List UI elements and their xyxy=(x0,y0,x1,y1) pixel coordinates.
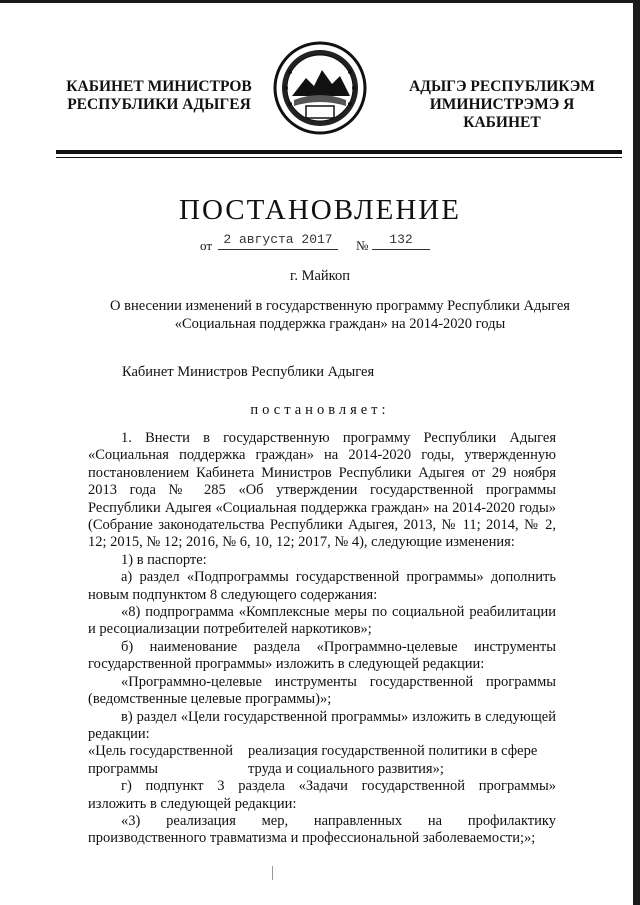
paragraph-9: «3) реализация мер, направленных на профилактику производственного травматизма и профессиональной заболеваемости;»; xyxy=(88,812,556,847)
document-body xyxy=(88,430,556,848)
date-prefix: от xyxy=(200,238,213,253)
subject-line2: «Социальная поддержка граждан» на 2014-2020 годы xyxy=(174,316,506,332)
city: г. Майкоп xyxy=(290,268,350,284)
number-sign: № xyxy=(356,238,369,253)
paragraph-6: «Программно-целевые инструменты государственной программы (ведомственные целевые программы)»; xyxy=(88,673,556,708)
paragraph-3: а) раздел «Подпрограммы государственной программы» дополнить новым подпунктом 8 следующего содержания: xyxy=(88,569,556,603)
goal-row-label: «Цель государственной программы xyxy=(88,743,233,777)
header-rule-thick xyxy=(56,150,622,154)
scan-edge-right xyxy=(633,0,640,905)
header-left xyxy=(64,78,254,114)
paragraph-5: б) наименование раздела «Программно-целевые инструменты государственной программы» изложить в следующей редакции: xyxy=(88,638,556,673)
scan-mark xyxy=(272,866,273,880)
subject-line1: О внесении изменений в государственную программу Республики Адыгея xyxy=(110,298,570,314)
paragraph-1: 1. Внести в государственную программу Республики Адыгея «Социальная поддержка граждан» на 2014-2020 годы, утвержденную постановлением Кабинета Министров Республики Адыгея от 29 ноября 2013 года № 285 «Об утверждении государственной программы Республики Адыгея «Социальная поддержка граждан» на 2014-2020 годы» (Собрание законодательства Республики Адыгея, 2013, № 11; 2014, № 2, 12; 2015, № 12; 2016, № 6, 10, 12; 2017, № 4), следующие изменения: xyxy=(88,430,556,551)
goal-row xyxy=(88,743,556,778)
document-title: ПОСТАНОВЛЕНИЕ xyxy=(179,194,461,226)
paragraph-4: «8) подпрограмма «Комплексные меры по социальной реабилитации и ресоциализации потребителей наркотиков»; xyxy=(88,604,556,638)
number-value: 132 xyxy=(372,232,430,250)
header-right xyxy=(392,78,612,132)
date-value: 2 августа 2017 xyxy=(218,232,338,250)
scan-edge-top xyxy=(0,0,640,3)
header-right-line2: ИМИНИСТРЭМЭ Я КАБИНЕТ xyxy=(429,96,575,131)
goal-row-value: реализация государственной политики в сфере труда и социального развития»; xyxy=(248,743,538,777)
header-rule-thin xyxy=(56,157,622,158)
decree-word: постановляет: xyxy=(250,402,390,418)
header-right-line1: АДЫГЭ РЕСПУБЛИКЭМ xyxy=(409,78,595,95)
paragraph-7: в) раздел «Цели государственной программы» изложить в следующей редакции: xyxy=(88,708,556,742)
header-left-line2: РЕСПУБЛИКИ АДЫГЕЯ xyxy=(67,96,251,113)
header-left-line1: КАБИНЕТ МИНИСТРОВ xyxy=(66,78,252,95)
document-subject xyxy=(60,297,620,333)
issuer: Кабинет Министров Республики Адыгея xyxy=(122,364,375,380)
paragraph-2: 1) в паспорте: xyxy=(121,551,207,568)
coat-of-arms-emblem xyxy=(272,40,368,136)
paragraph-8: г) подпункт 3 раздела «Задачи государственной программы» изложить в следующей редакции: xyxy=(88,778,556,812)
